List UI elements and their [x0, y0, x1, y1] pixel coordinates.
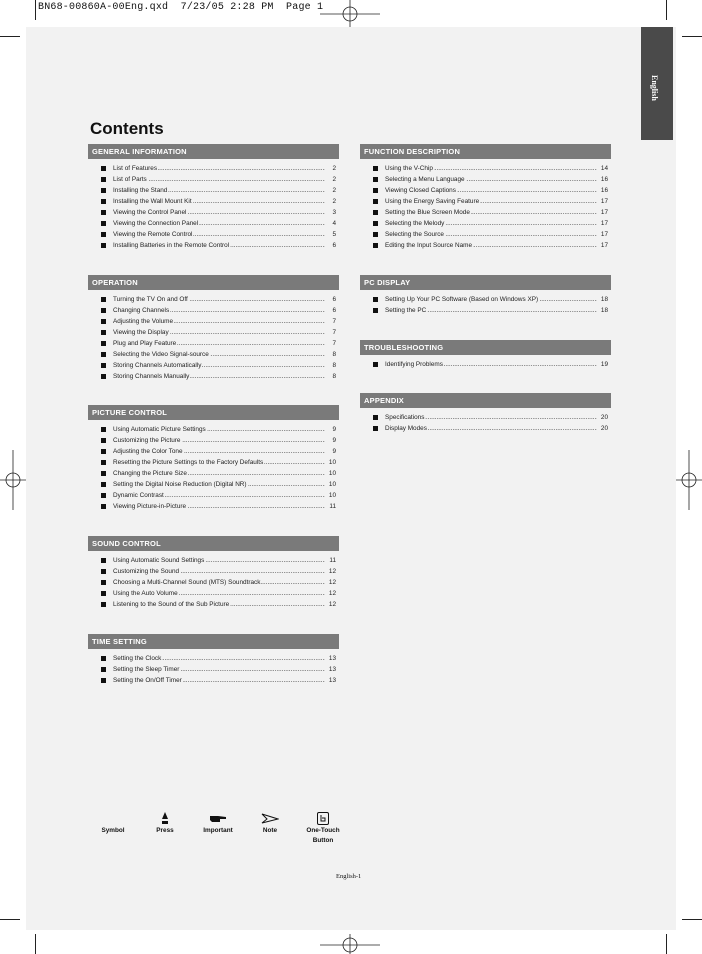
- toc-entry-leader: [385, 207, 597, 218]
- toc-entry[interactable]: [360, 207, 611, 218]
- square-bullet-icon: [373, 166, 378, 171]
- toc-entry-leader: [113, 435, 325, 446]
- toc-entry-page: 2: [332, 176, 336, 183]
- crop-mark: [682, 36, 702, 37]
- toc-entry-leader: [113, 490, 325, 501]
- toc-entry-page: 8: [332, 362, 336, 369]
- page-footer: English-1: [336, 873, 362, 880]
- toc-entry[interactable]: [88, 174, 339, 185]
- square-bullet-icon: [101, 308, 106, 313]
- section-heading: PICTURE CONTROL: [88, 405, 339, 420]
- language-tab: [641, 27, 673, 140]
- toc-entry[interactable]: [88, 653, 339, 664]
- toc-entry-leader: [113, 468, 325, 479]
- toc-entry[interactable]: [360, 423, 611, 434]
- legend-important: [188, 810, 248, 836]
- toc-entry[interactable]: [88, 555, 339, 566]
- toc-entry-leader: [385, 412, 597, 423]
- legend-note-label: Note: [262, 827, 278, 834]
- toc-entry-label: Dynamic Contrast: [113, 492, 164, 499]
- section-heading: GENERAL INFORMATION: [88, 144, 339, 159]
- toc-entry-label: Selecting the Source: [385, 231, 444, 238]
- toc-entry-page: 9: [332, 437, 336, 444]
- toc-entry-leader: [113, 196, 325, 207]
- toc-entry-leader: [113, 185, 325, 196]
- toc-entry-label: Setting the Digital Noise Reduction (Digital NR): [113, 481, 247, 488]
- toc-entry-label: List of Features: [113, 165, 158, 172]
- crop-mark: [0, 36, 20, 37]
- toc-entry-leader: [385, 196, 597, 207]
- toc-entry[interactable]: [88, 327, 339, 338]
- toc-entry[interactable]: [360, 163, 611, 174]
- toc-entry-label: Selecting the Video Signal-source: [113, 351, 209, 358]
- file-header: BN68-00860A-00Eng.qxd 7/23/05 2:28 PM Page 1: [38, 2, 324, 13]
- toc-entry-page: 18: [600, 296, 608, 303]
- toc-entry-leader: [385, 305, 597, 316]
- toc-entry-label: Identifying Problems: [385, 361, 443, 368]
- toc-entry[interactable]: [88, 446, 339, 457]
- toc-entry-label: Display Modes: [385, 425, 427, 432]
- toc-entry-leader: [113, 479, 325, 490]
- toc-entry-page: 20: [600, 425, 608, 432]
- toc-entry-leader: [385, 240, 597, 251]
- square-bullet-icon: [101, 460, 106, 465]
- toc-entry-label: Viewing the Control Panel: [113, 209, 187, 216]
- toc-entry-page: 3: [332, 209, 336, 216]
- square-bullet-icon: [101, 177, 106, 182]
- legend-one-touch: [293, 810, 353, 846]
- toc-entry-page: 12: [328, 579, 336, 586]
- toc-entry-leader: [113, 577, 325, 588]
- toc-entry-leader: [385, 218, 597, 229]
- legend-press: [135, 810, 195, 836]
- toc-entry-leader: [385, 359, 597, 370]
- toc-entry[interactable]: [360, 185, 611, 196]
- toc-entry-label: Editing the Input Source Name: [385, 242, 473, 249]
- toc-entry[interactable]: [88, 490, 339, 501]
- press-arrow-icon: [135, 810, 195, 826]
- toc-entry-page: 6: [332, 296, 336, 303]
- toc-entry-page: 10: [328, 459, 336, 466]
- registration-mark-bottom: [320, 934, 380, 954]
- toc-entry-page: 4: [332, 220, 336, 227]
- crop-mark: [682, 919, 702, 920]
- legend-one-touch-label: One-Touch: [306, 827, 340, 834]
- toc-entry[interactable]: [88, 468, 339, 479]
- toc-entry[interactable]: [88, 479, 339, 490]
- crop-mark: [666, 934, 667, 954]
- square-bullet-icon: [101, 602, 106, 607]
- page-title: Contents: [90, 119, 164, 138]
- square-bullet-icon: [101, 232, 106, 237]
- section-heading: TROUBLESHOOTING: [360, 340, 611, 355]
- toc-entry-label: Using the Energy Saving Feature: [385, 198, 480, 205]
- legend-important-label: Important: [203, 827, 233, 834]
- section-pc-display: [360, 275, 611, 316]
- square-bullet-icon: [101, 449, 106, 454]
- toc-entry-page: 5: [332, 231, 336, 238]
- toc-entry-page: 13: [328, 677, 336, 684]
- toc-entry-page: 2: [332, 198, 336, 205]
- toc-entry-page: 13: [328, 666, 336, 673]
- section-heading: OPERATION: [88, 275, 339, 290]
- toc-entry-leader: [113, 501, 325, 512]
- toc-entry[interactable]: [360, 218, 611, 229]
- toc-entry-leader: [385, 294, 597, 305]
- toc-entry-page: 17: [600, 220, 608, 227]
- toc-entry-label: Viewing the Remote Control: [113, 231, 193, 238]
- toc-entry-page: 19: [600, 361, 608, 368]
- toc-entry-label: Listening to the Sound of the Sub Picture: [113, 601, 230, 608]
- square-bullet-icon: [101, 352, 106, 357]
- square-bullet-icon: [101, 166, 106, 171]
- section-heading: APPENDIX: [360, 393, 611, 408]
- crop-mark: [0, 919, 20, 920]
- section-heading: PC DISPLAY: [360, 275, 611, 290]
- square-bullet-icon: [101, 667, 106, 672]
- toc-entry-label: Choosing a Multi-Channel Sound (MTS) Soundtrack: [113, 579, 261, 586]
- toc-entry[interactable]: [360, 196, 611, 207]
- square-bullet-icon: [101, 591, 106, 596]
- toc-entry-page: 2: [332, 165, 336, 172]
- toc-entry-page: 12: [328, 601, 336, 608]
- toc-entry-leader: [113, 229, 325, 240]
- legend-one-touch-label-2: Button: [312, 837, 334, 844]
- section-heading: TIME SETTING: [88, 634, 339, 649]
- crop-mark: [35, 934, 36, 954]
- toc-entry[interactable]: [88, 218, 339, 229]
- toc-entry-label: Setting the Clock: [113, 655, 162, 662]
- toc-entry[interactable]: [88, 163, 339, 174]
- section-sound-control: [88, 536, 339, 610]
- toc-entry-leader: [385, 185, 597, 196]
- toc-entry-label: Installing the Stand: [113, 187, 168, 194]
- toc-entry[interactable]: [88, 305, 339, 316]
- square-bullet-icon: [373, 362, 378, 367]
- pointing-hand-icon: [188, 810, 248, 826]
- toc-entry-page: 17: [600, 198, 608, 205]
- toc-entry[interactable]: [88, 664, 339, 675]
- toc-entry-page: 10: [328, 470, 336, 477]
- square-bullet-icon: [101, 678, 106, 683]
- toc-entry-label: Turning the TV On and Off: [113, 296, 188, 303]
- toc-entry-page: 8: [332, 373, 336, 380]
- section-appendix: [360, 393, 611, 434]
- square-bullet-icon: [373, 199, 378, 204]
- toc-entry-label: Viewing Closed Captions: [385, 187, 456, 194]
- square-bullet-icon: [101, 330, 106, 335]
- legend-symbol-label: Symbol: [101, 827, 125, 834]
- toc-entry-leader: [385, 423, 597, 434]
- toc-entry-label: Installing the Wall Mount Kit: [113, 198, 192, 205]
- square-bullet-icon: [373, 177, 378, 182]
- toc-entry[interactable]: [360, 412, 611, 423]
- toc-entry-leader: [113, 588, 325, 599]
- toc-entry-leader: [113, 316, 325, 327]
- square-bullet-icon: [101, 221, 106, 226]
- toc-entry-page: 7: [332, 318, 336, 325]
- square-bullet-icon: [101, 580, 106, 585]
- toc-entry-label: Storing Channels Manually: [113, 373, 190, 380]
- toc-entry-page: 7: [332, 329, 336, 336]
- square-bullet-icon: [101, 363, 106, 368]
- toc-entry[interactable]: [88, 294, 339, 305]
- toc-entry-label: Adjusting the Volume: [113, 318, 174, 325]
- toc-entry-leader: [385, 174, 597, 185]
- toc-entry-page: 14: [600, 165, 608, 172]
- toc-entry[interactable]: [88, 675, 339, 686]
- section-time-setting: [88, 634, 339, 686]
- legend-symbol: [83, 810, 143, 836]
- toc-entry-label: Viewing the Connection Panel: [113, 220, 199, 227]
- square-bullet-icon: [373, 297, 378, 302]
- section-troubleshooting: [360, 340, 611, 370]
- toc-entry-page: 10: [328, 492, 336, 499]
- toc-entry-label: Customizing the Picture: [113, 437, 181, 444]
- square-bullet-icon: [101, 319, 106, 324]
- toc-entry-page: 16: [600, 187, 608, 194]
- square-bullet-icon: [373, 243, 378, 248]
- toc-entry-leader: [113, 446, 325, 457]
- toc-entry-label: Storing Channels Automatically: [113, 362, 202, 369]
- toc-entry-label: Adjusting the Color Tone: [113, 448, 183, 455]
- square-bullet-icon: [373, 415, 378, 420]
- toc-entry[interactable]: [88, 185, 339, 196]
- toc-entry[interactable]: [88, 196, 339, 207]
- square-bullet-icon: [373, 308, 378, 313]
- crop-mark: [666, 0, 667, 20]
- toc-entry[interactable]: [88, 338, 339, 349]
- toc-entry[interactable]: [88, 316, 339, 327]
- toc-entry-label: Changing the Picture Size: [113, 470, 187, 477]
- toc-entry[interactable]: [88, 566, 339, 577]
- toc-entry-leader: [113, 207, 325, 218]
- square-bullet-icon: [101, 558, 106, 563]
- toc-entry-label: Changing Channels: [113, 307, 170, 314]
- square-bullet-icon: [101, 471, 106, 476]
- square-bullet-icon: [101, 427, 106, 432]
- registration-mark-right: [676, 450, 702, 510]
- square-bullet-icon: [373, 232, 378, 237]
- toc-entry-leader: [385, 229, 597, 240]
- square-bullet-icon: [101, 243, 106, 248]
- section-general-information: [88, 144, 339, 251]
- crop-mark: [35, 0, 36, 20]
- toc-entry-leader: [113, 360, 325, 371]
- toc-entry[interactable]: [360, 359, 611, 370]
- toc-entry[interactable]: [88, 360, 339, 371]
- toc-entry-leader: [113, 675, 325, 686]
- square-bullet-icon: [101, 482, 106, 487]
- square-bullet-icon: [101, 438, 106, 443]
- toc-entry-page: 17: [600, 209, 608, 216]
- toc-entry[interactable]: [88, 207, 339, 218]
- toc-entry[interactable]: [88, 240, 339, 251]
- toc-entry-leader: [113, 294, 325, 305]
- legend-note: [240, 810, 300, 836]
- section-operation: [88, 275, 339, 382]
- section-heading: FUNCTION DESCRIPTION: [360, 144, 611, 159]
- toc-entry[interactable]: [360, 305, 611, 316]
- toc-entry-label: List of Parts: [113, 176, 147, 183]
- square-bullet-icon: [373, 188, 378, 193]
- toc-entry-leader: [113, 599, 325, 610]
- square-bullet-icon: [101, 341, 106, 346]
- toc-entry-page: 12: [328, 590, 336, 597]
- note-pen-icon: [240, 810, 300, 826]
- toc-entry[interactable]: [360, 174, 611, 185]
- toc-entry-leader: [113, 305, 325, 316]
- toc-entry-leader: [113, 371, 325, 382]
- toc-entry-page: 12: [328, 568, 336, 575]
- registration-mark-left: [0, 450, 26, 510]
- square-bullet-icon: [101, 374, 106, 379]
- toc-entry-leader: [113, 566, 325, 577]
- toc-entry-label: Selecting the Melody: [385, 220, 445, 227]
- toc-entry-leader: [113, 218, 325, 229]
- toc-entry[interactable]: [360, 229, 611, 240]
- toc-entry-page: 9: [332, 448, 336, 455]
- toc-entry-leader: [113, 653, 325, 664]
- toc-entry-page: 11: [329, 503, 336, 510]
- toc-entry-label: Installing Batteries in the Remote Control: [113, 242, 230, 249]
- registration-mark-top: [320, 0, 380, 28]
- section-picture-control: [88, 405, 339, 512]
- section-heading: SOUND CONTROL: [88, 536, 339, 551]
- toc-entry-page: 17: [600, 231, 608, 238]
- toc-entry-page: 11: [329, 557, 336, 564]
- toc-entry-label: Setting the On/Off Timer: [113, 677, 182, 684]
- toc-entry-page: 7: [332, 340, 336, 347]
- toc-entry-leader: [113, 163, 325, 174]
- toc-entry[interactable]: [88, 577, 339, 588]
- toc-entry-label: Viewing the Display: [113, 329, 169, 336]
- toc-entry-page: 9: [332, 426, 336, 433]
- section-function-description: [360, 144, 611, 251]
- toc-entry-label: Setting the Blue Screen Mode: [385, 209, 470, 216]
- toc-entry-label: Plug and Play Feature: [113, 340, 177, 347]
- square-bullet-icon: [101, 188, 106, 193]
- toc-entry[interactable]: [88, 501, 339, 512]
- square-bullet-icon: [101, 210, 106, 215]
- toc-entry-page: 16: [600, 176, 608, 183]
- square-bullet-icon: [101, 493, 106, 498]
- toc-entry-leader: [385, 163, 597, 174]
- square-bullet-icon: [101, 504, 106, 509]
- toc-entry-leader: [113, 349, 325, 360]
- toc-entry-label: Using Automatic Sound Settings: [113, 557, 205, 564]
- language-tab-label: English: [650, 75, 659, 101]
- square-bullet-icon: [373, 210, 378, 215]
- toc-entry-page: 6: [332, 242, 336, 249]
- toc-entry[interactable]: [88, 424, 339, 435]
- toc-entry-label: Using the V-Chip: [385, 165, 433, 172]
- toc-entry-leader: [113, 424, 325, 435]
- one-touch-button-icon: [293, 810, 353, 826]
- toc-entry-page: 6: [332, 307, 336, 314]
- toc-entry-label: Resetting the Picture Settings to the Factory Defaults: [113, 459, 264, 466]
- toc-entry-label: Using the Auto Volume: [113, 590, 178, 597]
- toc-entry-leader: [113, 457, 325, 468]
- toc-entry-label: Setting the Sleep Timer: [113, 666, 180, 673]
- toc-entry-page: 13: [328, 655, 336, 662]
- square-bullet-icon: [373, 426, 378, 431]
- square-bullet-icon: [101, 297, 106, 302]
- toc-entry[interactable]: [88, 588, 339, 599]
- toc-entry[interactable]: [88, 349, 339, 360]
- toc-entry-leader: [113, 555, 325, 566]
- toc-entry[interactable]: [88, 435, 339, 446]
- toc-entry-leader: [113, 240, 325, 251]
- toc-entry-label: Setting the PC: [385, 307, 427, 314]
- toc-entry-label: Selecting a Menu Language: [385, 176, 465, 183]
- toc-entry-label: Specifications: [385, 414, 425, 421]
- toc-entry[interactable]: [360, 240, 611, 251]
- toc-entry-page: 2: [332, 187, 336, 194]
- square-bullet-icon: [101, 656, 106, 661]
- toc-entry[interactable]: [88, 457, 339, 468]
- toc-entry-leader: [113, 338, 325, 349]
- toc-entry-page: 8: [332, 351, 336, 358]
- square-bullet-icon: [373, 221, 378, 226]
- toc-entry-page: 17: [600, 242, 608, 249]
- toc-entry-leader: [113, 664, 325, 675]
- legend-press-label: Press: [156, 827, 174, 834]
- toc-entry-label: Viewing Picture-in-Picture: [113, 503, 187, 510]
- square-bullet-icon: [101, 569, 106, 574]
- toc-entry-page: 18: [600, 307, 608, 314]
- toc-entry-leader: [113, 327, 325, 338]
- toc-entry[interactable]: [88, 371, 339, 382]
- toc-entry-leader: [113, 174, 325, 185]
- toc-entry-label: Customizing the Sound: [113, 568, 180, 575]
- toc-entry-page: 20: [600, 414, 608, 421]
- toc-entry[interactable]: [360, 294, 611, 305]
- toc-entry-label: Using Automatic Picture Settings: [113, 426, 206, 433]
- toc-entry[interactable]: [88, 599, 339, 610]
- toc-entry[interactable]: [88, 229, 339, 240]
- square-bullet-icon: [101, 199, 106, 204]
- toc-entry-page: 10: [328, 481, 336, 488]
- toc-entry-label: Setting Up Your PC Software (Based on Windows XP): [385, 296, 539, 303]
